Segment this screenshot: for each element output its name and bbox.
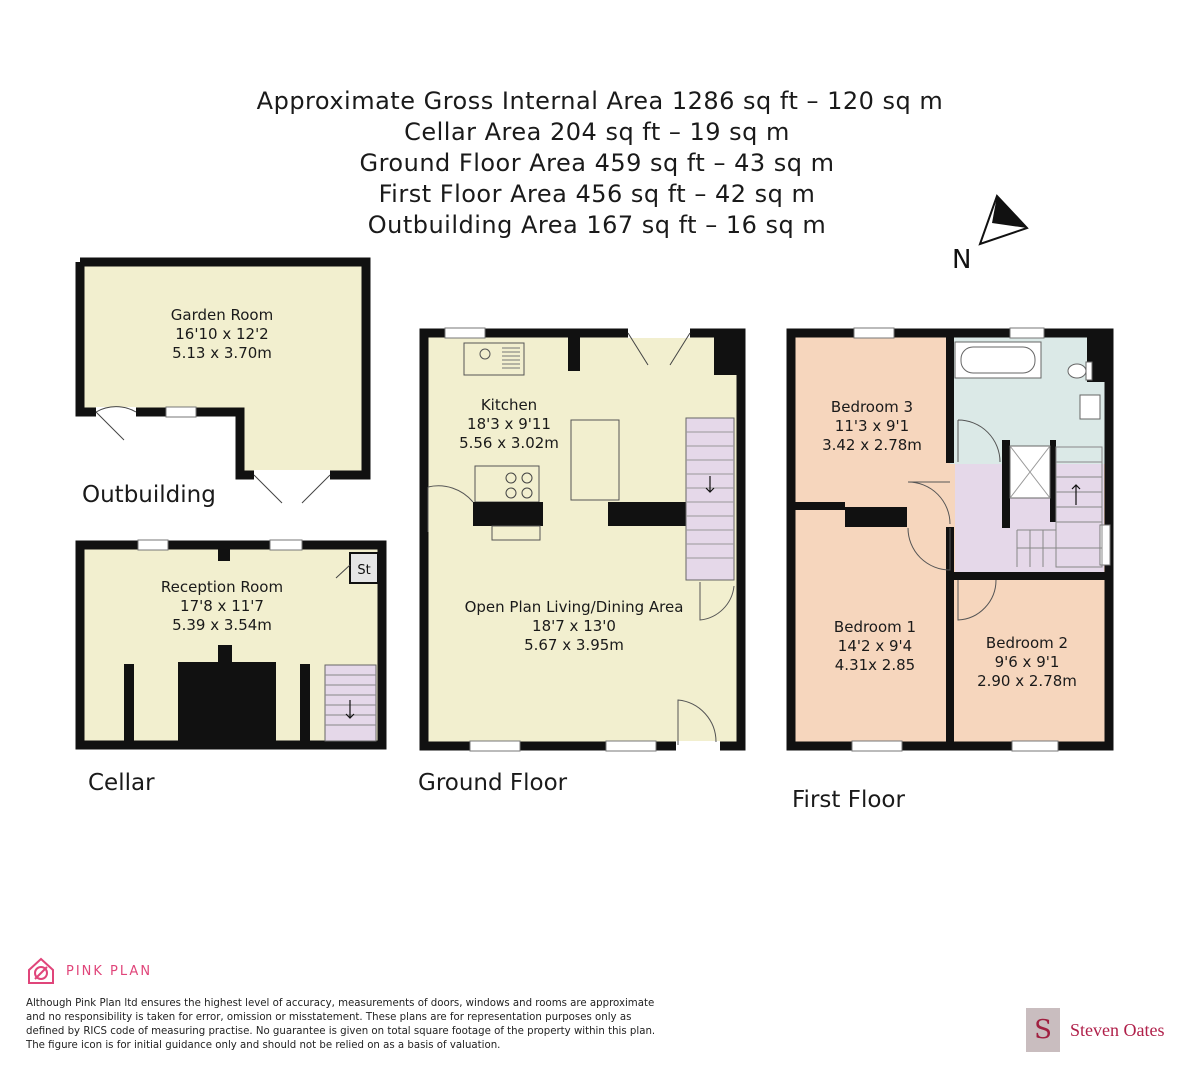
first-floor-label: First Floor <box>792 787 905 813</box>
reception-room-imperial: 17'8 x 11'7 <box>180 597 264 615</box>
gross-area-line: Approximate Gross Internal Area 1286 sq ft – 120 sq m <box>256 87 944 115</box>
bedroom-2-name: Bedroom 2 <box>985 634 1069 652</box>
area-summary <box>257 87 944 239</box>
pink-plan-house-icon <box>26 956 56 986</box>
pink-plan-name: PINK PLAN <box>66 963 153 979</box>
steven-oates-name: Steven Oates <box>1070 1019 1165 1040</box>
cellar-area-line: Cellar Area 204 sq ft – 19 sq m <box>404 118 790 146</box>
kitchen-name: Kitchen <box>480 396 538 414</box>
cellar-floor-label: Cellar <box>88 770 155 796</box>
ground-floor-plan <box>424 328 741 751</box>
bedroom-3-metric: 3.42 x 2.78m <box>822 436 922 454</box>
store-label: St <box>357 563 371 578</box>
garden-room-name: Garden Room <box>170 306 274 324</box>
living-area-name: Open Plan Living/Dining Area <box>464 598 684 616</box>
living-area-metric: 5.67 x 3.95m <box>524 636 624 654</box>
ground-area-line: Ground Floor Area 459 sq ft – 43 sq m <box>359 149 835 177</box>
bedroom-3-imperial: 11'3 x 9'1 <box>834 417 910 435</box>
bedroom-1-name: Bedroom 1 <box>833 618 917 636</box>
bedroom-1-imperial: 14'2 x 9'4 <box>837 637 913 655</box>
outbuilding-plan <box>80 262 366 503</box>
garden-room-metric: 5.13 x 3.70m <box>172 344 272 362</box>
kitchen-imperial: 18'3 x 9'11 <box>467 415 551 433</box>
ground-floor-label: Ground Floor <box>418 770 568 796</box>
first-floor-plan <box>791 328 1110 751</box>
bedroom-3-name: Bedroom 3 <box>830 398 914 416</box>
cellar-plan <box>80 540 382 745</box>
steven-oates-badge-icon: S <box>1026 1008 1060 1052</box>
pink-plan-logo <box>26 956 152 986</box>
bedroom-2-metric: 2.90 x 2.78m <box>977 672 1077 690</box>
outbuilding-floor-label: Outbuilding <box>82 482 216 508</box>
living-area-imperial: 18'7 x 13'0 <box>532 617 616 635</box>
first-area-line: First Floor Area 456 sq ft – 42 sq m <box>378 180 816 208</box>
garden-room-imperial: 16'10 x 12'2 <box>175 325 269 343</box>
disclaimer-text: Although Pink Plan ltd ensures the highest level of accuracy, measurements of doors, windows and rooms are approximate and no responsibility is taken for error, omission or misstatement. These plans are for representation purposes only as defined by RICS code of measuring practise. No guarantee is given on total square footage of the property within this plan. The figure icon is for initial guidance only and should not be relied on as a basis of valuation. <box>26 998 656 1051</box>
reception-room-name: Reception Room <box>160 578 284 596</box>
steven-oates-logo <box>1026 1008 1164 1052</box>
bedroom-2-imperial: 9'6 x 9'1 <box>994 653 1060 671</box>
bedroom-1-metric: 4.31x 2.85 <box>834 656 916 674</box>
north-compass-icon <box>952 196 1027 275</box>
reception-room-metric: 5.39 x 3.54m <box>172 616 272 634</box>
kitchen-metric: 5.56 x 3.02m <box>459 434 559 452</box>
outbuilding-area-line: Outbuilding Area 167 sq ft – 16 sq m <box>367 211 827 239</box>
compass-label: N <box>952 245 972 275</box>
